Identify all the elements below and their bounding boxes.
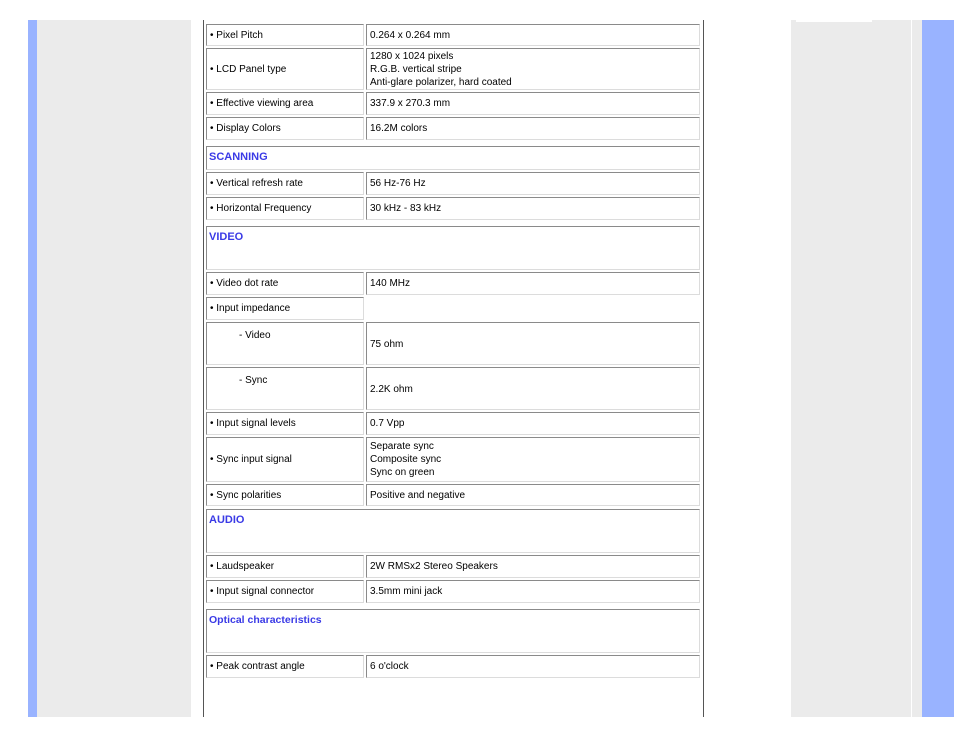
sync-input-line: Composite sync bbox=[370, 454, 442, 465]
spec-value-video-dot-rate: 140 MHz bbox=[366, 272, 700, 295]
right-sidebar-highlight bbox=[796, 20, 872, 22]
spec-value-horizontal-frequency: 30 kHz - 83 kHz bbox=[366, 197, 700, 220]
right-blue-bar bbox=[922, 20, 954, 717]
lcd-panel-line: R.G.B. vertical stripe bbox=[370, 64, 462, 75]
left-blue-bar bbox=[28, 20, 37, 717]
spec-label-peak-contrast-angle: • Peak contrast angle bbox=[206, 655, 364, 678]
spec-label-input-signal-connector: • Input signal connector bbox=[206, 580, 364, 603]
lcd-panel-line: 1280 x 1024 pixels bbox=[370, 51, 454, 62]
right-divider bbox=[911, 20, 912, 717]
spec-label-display-colors: • Display Colors bbox=[206, 117, 364, 140]
section-header-video: VIDEO bbox=[206, 226, 700, 270]
spec-label-sync-input-signal: • Sync input signal bbox=[206, 437, 364, 482]
sync-input-line: Sync on green bbox=[370, 467, 435, 478]
spec-label-sync-impedance: - Sync bbox=[206, 367, 364, 410]
spec-value-effective-viewing-area: 337.9 x 270.3 mm bbox=[366, 92, 700, 115]
spec-label-effective-viewing-area: • Effective viewing area bbox=[206, 92, 364, 115]
spec-value-laudspeaker: 2W RMSx2 Stereo Speakers bbox=[366, 555, 700, 578]
spec-label-input-signal-levels: • Input signal levels bbox=[206, 412, 364, 435]
spec-value-peak-contrast-angle: 6 o'clock bbox=[366, 655, 700, 678]
section-header-audio: AUDIO bbox=[206, 509, 700, 553]
spec-value-sync-input-signal bbox=[366, 437, 700, 482]
spec-value-pixel-pitch: 0.264 x 0.264 mm bbox=[366, 24, 700, 46]
spec-label-lcd-panel-type: • LCD Panel type bbox=[206, 48, 364, 90]
spec-value-input-signal-connector: 3.5mm mini jack bbox=[366, 580, 700, 603]
right-sidebar bbox=[791, 20, 922, 717]
spec-value-input-signal-levels: 0.7 Vpp bbox=[366, 412, 700, 435]
spec-value-vertical-refresh-rate: 56 Hz-76 Hz bbox=[366, 172, 700, 195]
spec-value-video-impedance: 75 ohm bbox=[366, 322, 700, 365]
spec-value-lcd-panel-type bbox=[366, 48, 700, 90]
spec-label-laudspeaker: • Laudspeaker bbox=[206, 555, 364, 578]
spec-label-video-impedance: - Video bbox=[206, 322, 364, 365]
spec-label-horizontal-frequency: • Horizontal Frequency bbox=[206, 197, 364, 220]
spec-label-vertical-refresh-rate: • Vertical refresh rate bbox=[206, 172, 364, 195]
spec-label-pixel-pitch: • Pixel Pitch bbox=[206, 24, 364, 46]
left-sidebar bbox=[37, 20, 191, 717]
sync-input-line: Separate sync bbox=[370, 441, 434, 452]
spec-value-input-impedance bbox=[366, 297, 700, 320]
spec-label-video-dot-rate: • Video dot rate bbox=[206, 272, 364, 295]
lcd-panel-line: Anti-glare polarizer, hard coated bbox=[370, 77, 512, 88]
section-header-optical: Optical characteristics bbox=[206, 609, 700, 653]
spec-value-display-colors: 16.2M colors bbox=[366, 117, 700, 140]
spec-label-input-impedance: • Input impedance bbox=[206, 297, 364, 320]
spec-label-sync-polarities: • Sync polarities bbox=[206, 484, 364, 506]
spec-value-sync-polarities: Positive and negative bbox=[366, 484, 700, 506]
spec-value-sync-impedance: 2.2K ohm bbox=[366, 367, 700, 410]
section-header-scanning: SCANNING bbox=[206, 146, 700, 170]
